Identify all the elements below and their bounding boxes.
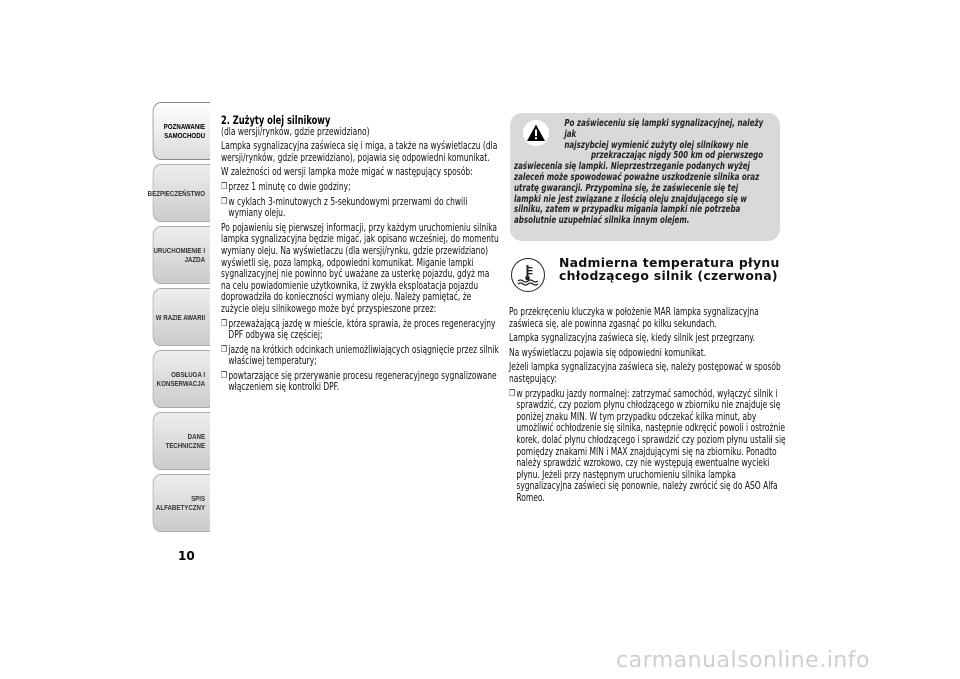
tab-label: POZNAWANIE SAMOCHODU <box>163 122 206 140</box>
checkbox-bullet-icon: ❒ <box>221 370 227 381</box>
list-item <box>509 389 789 505</box>
tab-poznawanie-samochodu[interactable] <box>153 102 210 160</box>
tab-label: OBSŁUGA I KONSERWACJA <box>156 370 206 388</box>
paragraph: W zależności od wersji lampka może migać w następujący sposób: <box>221 167 473 179</box>
tab-label: W RAZIE AWARII <box>155 312 206 322</box>
tab-obsluga-i-konserwacja[interactable] <box>153 350 210 408</box>
checkbox-bullet-icon: ❒ <box>221 196 227 207</box>
used-oil-section <box>221 115 501 397</box>
checkbox-bullet-icon: ❒ <box>509 388 515 399</box>
paragraph: Lampka sygnalizacyjna zaświeca się i miga, a także na wyświetlaczu (dla wersji/rynków, gdzie przewidziano), pojawia się odpowiedni komunikat. <box>221 141 498 164</box>
list-item <box>221 182 501 194</box>
list-item <box>221 371 501 394</box>
section-heading: Nadmierna temperatura płynu chłodzącego silnik (czerwona) <box>559 255 780 283</box>
list-item-text: w przypadku jazdy normalnej: zatrzymać samochód, wyłączyć silnik i sprawdzić, czy poziom płynu chłodzącego w zbiorniku nie znajduje się poniżej znaku MIN. W tym przypadku odczekać kilka minut, aby umożliwić ochłodzenie się silnika, następnie odkręcić powoli i ostrożnie korek, dolać płynu chłodzącego i sprawdzić czy poziom płynu ustalił się pomiędzy znakami MIN i MAX znajdującymi się na zbiorniku. Ponadto należy sprawdzić wzrokowo, czy nie występują ewentualne wycieki płynu. Jeżeli przy następnym uruchomieniu silnika lampka sygnalizacyjna zaświeci się ponownie, należy zwrócić się do ASO Alfa Romeo. <box>516 388 786 504</box>
paragraph: Po pojawieniu się pierwszej informacji, przy każdym uruchomieniu silnika lampka sygnalizacyjna będzie migać, jak opisano wcześniej, do momentu wymiany oleju. Na wyświetlaczu (dla wersji/rynku, gdzie przewidziano) wyświetli się, poza lampką, odpowiedni komunikat. Miganie lampki sygnalizacyjnej nie powinno być uważane za usterkę pojazdu, gdyż ma na celu powiadomienie użytkownika, iż zwykła eksploatacja pojazdu doprowadziła do konieczności wymiany oleju. Należy pamiętać, że zużycie oleju silnikowego może być przyspieszone przez: <box>221 222 499 315</box>
checkbox-bullet-icon: ❒ <box>221 181 227 192</box>
list-item-text: w cyklach 3-minutowych z 5-sekundowymi przerwami do chwili wymiany oleju. <box>228 196 468 220</box>
list-item-text: przeważającą jazdę w mieście, która sprawia, że proces regeneracyjny DPF odbywa się częściej; <box>228 318 496 342</box>
list-item-text: powtarzające się przerywanie procesu regeneracyjnego sygnalizowane włączeniem się kontrolki DPF. <box>228 370 497 394</box>
paragraph: Jeżeli lampka sygnalizacyjna zaświeca się, należy postępować w sposób następujący: <box>509 362 781 385</box>
warning-box <box>510 113 780 241</box>
tab-dane-techniczne[interactable] <box>153 412 210 470</box>
paragraph: Na wyświetlaczu pojawia się odpowiedni komunikat. <box>509 347 707 359</box>
paragraph: Po przekręceniu kluczyka w położenie MAR lampka sygnalizacyjna zaświeca się, ale powinna zgasnąć po kilku sekundach. <box>509 307 759 330</box>
checkbox-bullet-icon: ❒ <box>221 318 227 329</box>
warning-line: zaświecenia się lampki. Nieprzestrzeganie podanych wyżej zaleceń może spowodować poważne uszkodzenie silnika oraz utratę gwarancji. Przypomina się, że zaświecenie się tej lampki nie jest związane z ilością oleju znajdującego się w silniku, zatem w przypadku migania lampki nie potrzeba absolutnie uzupełniać silnika innym olejem. <box>514 161 760 227</box>
checkbox-bullet-icon: ❒ <box>221 344 227 355</box>
list-item-text: przez 1 minutę co dwie godziny; <box>228 181 351 193</box>
tab-bezpieczenstwo[interactable] <box>147 164 210 222</box>
tab-label: SPIS ALFABETYCZNY <box>155 494 206 512</box>
warning-line: przekraczając nigdy 500 km od pierwszego <box>590 150 764 162</box>
list-item <box>221 319 501 342</box>
list-item <box>221 345 501 368</box>
watermark: carmanualsonline.info <box>616 648 870 673</box>
tab-label: BEZPIECZEŃSTWO <box>147 188 206 198</box>
warning-line: Po zaświeceniu się lampki sygnalizacyjnej, należy jak <box>564 118 764 140</box>
tab-label: DANE TECHNICZNE <box>165 432 206 450</box>
coolant-section <box>509 307 789 508</box>
list-item-text: jazdę na krótkich odcinkach uniemożliwiających osiągnięcie przez silnik właściwej temperatury; <box>228 344 499 368</box>
coolant-temperature-icon <box>511 258 545 292</box>
tab-label: URUCHOMIENIE I JAZDA <box>153 246 206 264</box>
paragraph: (dla wersji/rynków, gdzie przewidziano) <box>221 126 370 138</box>
list-item <box>221 197 501 220</box>
warning-line: najszybciej wymienić zużyty olej silnikowy nie <box>564 139 749 151</box>
tab-uruchomienie-i-jazda[interactable] <box>153 226 210 284</box>
tab-spis-alfabetyczny[interactable] <box>153 474 210 532</box>
paragraph: Lampka sygnalizacyjna zaświeca się, kiedy silnik jest przegrzany. <box>509 333 756 345</box>
section-heading: 2. Zużyty olej silnikowy <box>221 114 331 127</box>
page-number: 10 <box>178 549 195 563</box>
tab-w-razie-awarii[interactable] <box>153 288 210 346</box>
warning-text <box>514 119 766 227</box>
